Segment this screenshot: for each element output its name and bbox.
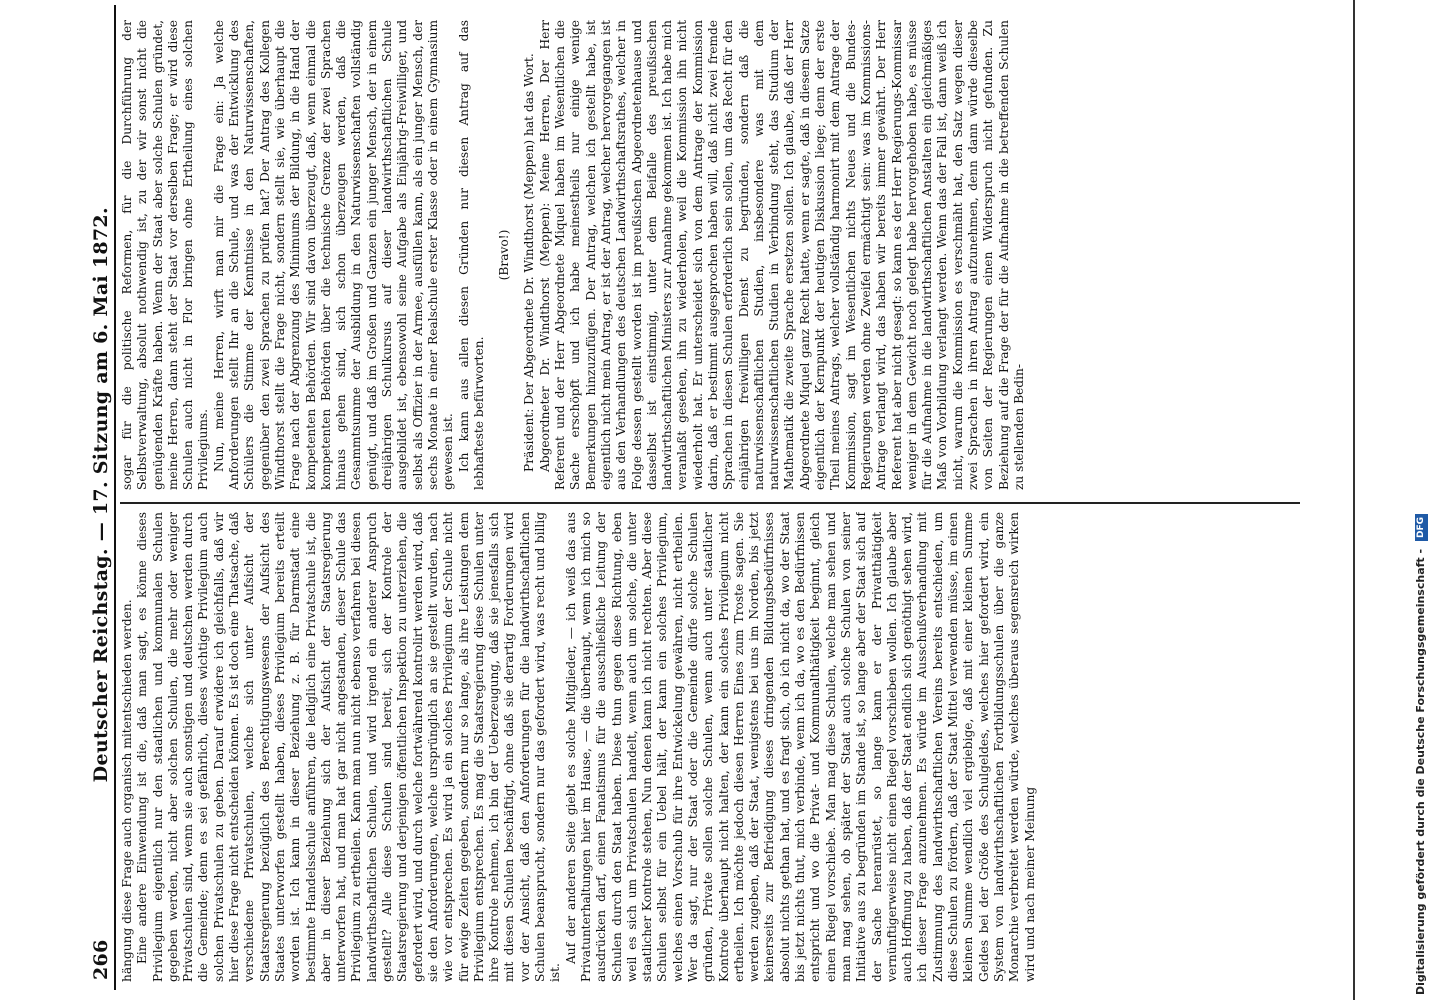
page-edge-border	[1353, 0, 1355, 1000]
header-rule	[114, 5, 116, 990]
dfg-logo: DFG	[1415, 514, 1428, 541]
paragraph: Auf der anderen Seite giebt es solche Mitglieder, — ich weiß das aus Privatunterhaltungen hier im Hause, — die überhaupt, wenn ich mich so ausdrücken darf, einen Fanatismus für die ausschließliche Leitung der Schulen durch den Staat haben. Diese thun gegen diese Richtung, eben weil es sich um Privatschulen handelt, wenn auch um solche, die unter staatlicher Kontrole stehen, Nun denen kann ich nicht rechten. Aber diese Schulen selbst für ein Uebel hält, der kann ein solches Privilegium, welches einen Vorschub für ihre Entwickelung gewähren, nicht ertheilen. Wer da sagt, nur der Staat oder die Gemeinde dürfe solche Schulen gründen, Private sollen solche Schulen, wenn auch unter staatlicher Kontrole überhaupt nicht halten, der kann ein solches Privilegium nicht ertheilen. Ich möchte jedoch diesen Herren Eines zum Troste sagen. Sie werden zugeben, daß der Staat, wenigstens bei uns im Norden, bis jetzt keinerseits zur Befriedigung dieses dringenden Bildungsbedürfnisses absolut nichts gethan hat, und es fragt sich, ob ich nicht da, wo der Staat bis jetzt nichts thut, mich verbinde, wenn ich da, wo es den Bedürfnissen entspricht und wo die Privat- und Kommunalthätigkeit beginnt, gleich einen Riegel vorschiebe. Man mag diese Schulen, welche man sehen und man mag sehen, ob später der Staat auch solche Schulen von seiner Initiative aus zu begründen im Stande ist, so lange aber der Staat sich auf der Sache heranrüstet, so lange kann er der Privatthätigkeit vernünftigerweise nicht einen Riegel vorschieben wollen. Ich glaube aber auch Hoffnung zu haben, daß der Staat endlich sich genöthigt sehen wird, ich dieser Frage anzunehmen. Es würde im Ausschußverhandlung mit Zustimmung des landwirthschaftlichen Vereins bereits entschieden, um diese Schulen zu fördern, daß der Staat Mittel verwenden müsse, im einen kleinen Summe wendlich viel ergiebige, daß mit einer kleinen Summe Geldes bei der Größe des Schulgeldes, welches hier gefordert wird, ein System von landwirthschaftlichen Fortbildungsschulen über die ganze Monarchie verbreitet werden würde, welches überaus segensreich wirken wird und nach meiner Meinung	[563, 512, 1037, 982]
credit-text: Digitalisierung gefördert durch die Deutsche Forschungsgemeinschaft -	[1414, 548, 1427, 995]
speaker-paragraph: Präsident: Der Abgeordnete Dr. Windthorst (Meppen) hat das Wort.	[522, 53, 537, 472]
paragraph: Nun, meine Herren, wirft man mir die Frage ein: Ja welche Anforderungen stellt Ihr an die Schule, und was der Entwicklung des Schülers die Stimme der Kenntnisse in den Naturwissenschaften, gegenüber den zwei Sprachen zu prüfen hat? Der Antrag des Kollegen Windthorst stellt die Frage nicht, sondern stellt sie, wie überhaupt die Frage nach der Abgrenzung des Minimums der Bildung, in die Hand der kompetenten Behörden. Wir sind davon überzeugt, daß, wenn einmal die kompetenten Behörden über die technische Grenze der zwei Sprachen hinaus gehen sind, sich schon überzeugen werden, daß die Gesammtsumme der Ausbildung in den Naturwissenschaften vollständig genügt, und daß im Großen und Ganzen ein junger Mensch, der in einem dreijährigen Schulkursus auf dieser landwirthschaftlichen Schule ausgebildet ist, ebensowohl seine Aufgabe als Einjährig-Freiwilliger, und selbst als Offizier in der Armee, ausfüllen kann, als ein junger Mensch, der sechs Monate in einer Realschule erster Klasse oder in einem Gymnasium gewesen ist.	[211, 20, 456, 490]
paragraph: Ich kann aus allen diesen Gründen nur diesen Antrag auf das lebhafteste befürworten.	[456, 20, 486, 490]
column-divider	[120, 503, 1300, 505]
right-column	[120, 20, 1334, 490]
page-number: 266	[90, 939, 112, 980]
speaker-paragraph: Abgeordneter Dr. Windthorst (Meppen): Meine Herren, Der Herr Referent und der Herr Abgeordnete Miquel haben im Wesentlichen die Sache erschöpft und ich habe meinestheils nur einige wenige Bemerkungen hinzuzufügen. Der Antrag, welchen ich gestellt habe, ist eigentlich nicht mein Antrag, er ist der Antrag, welcher hervorgegangen ist aus den Verhandlungen des deutschen Landwirthschaftsrathes, welcher in Folge dessen gestellt worden ist im preußischen Abgeordnetenhause und dasselbst ist einstimmig, unter dem Beifalle des preußischen landwirthschaftlichen Ministers zur Annahme gekommen ist. Ich habe mich veranlaßt gesehen, ihn zu wiederholen, weil die Kommission ihn nicht wiederholt hat. Er unterscheidet sich von dem Antrage der Kommission darin, daß er bestimmt ausgesprochen haben will, daß nicht zwei fremde Sprachen in diesen Schulen erforderlich sein sollen, um das Recht für den einjährigen freiwilligen Dienst zu begründen, sondern daß die naturwissenschaftlichen Studien, insbesondere was mit dem naturwissenschaftlichen Studien in Verbindung steht, das Studium der Mathematik die zweite Sprache ersetzen sollen. Ich glaube, daß der Herr Abgeordnete Miquel ganz Recht hatte, wenn er sagte, daß in diesem Satze eigentlich der Kernpunkt der heutigen Diskussion liege; denn der erste Theil meines Antrags, welcher vollständig harmonirt mit dem Antrage der Kommission, sagt im Wesentlichen nichts Neues und die Bundes-Regierungen werden ohne Zweifel ermächtigt sein: was im Kommissions-Antrage verlangt wird, das haben wir bereits immer gewährt. Der Herr Referent hat aber nicht gesagt: so kann es der Herr Regierungs-Kommissar weniger in dem Gewicht noch gelegt habe hervorgehoben habe, es müsse für die Aufnahme in die landwirthschaftlichen Anstalten ein gleichmäßiges Maß von Vorbildung verlangt werden. Wenn das der Fall ist, dann weiß ich nicht, warum die Kommission es verschmäht hat, den Satz wegen dieser zwei Sprachen in ihren Antrag aufzunehmen, denn dann würde dieselbe von Seiten der Regierungen einen Widerspruch nicht gefunden. Zu Beziehung auf die Frage der für die Aufnahme in die betreffenden Schulen zu stellenden Bedin-	[537, 20, 1026, 490]
paragraph: sogar für die politische Reformen, für die Durchführung der Selbstverwaltung, absolut nothwendig ist, zu der wir sonst nicht die genügenden Kräfte haben. Wenn der Staat aber solche Schulen gründet, meine Herren, dann steht der Staat vor derselben Frage; er wird diese Schulen auch nicht in Flor bringen ohne Ertheilung eines solchen Privilegiums.	[120, 20, 211, 490]
applause-note: (Bravo!)	[497, 229, 512, 281]
paragraph: hängung diese Frage auch organisch mitentschieden werden.	[120, 599, 134, 982]
left-column	[120, 512, 1334, 982]
paragraph: Eine andere Einwendung ist die, daß man sagt, es könne dieses Privilegium eigentlich nur den staatlichen und kommunalen Schulen gegeben werden, nicht aber solchen Schulen, die mehr oder weniger Privatschulen sind, wenn sie auch sonstigen und deutschen werden durch die Gemeinde; denn es sei gefährlich, dieses wichtige Privilegium auch solchen Privatschulen zu geben. Darauf erwidere ich gleichfalls, daß wir hier diese Frage nicht entscheiden können. Es ist doch eine Thatsache, daß verschiedene Privatschulen, welche sich unter Aufsicht der Staatsregierung bezüglich des Berechtigungswesens der Aufsicht des Staates unterworfen gestellt haben, dieses Privilegium bereits erteilt worden ist. Ich kann in dieser Beziehung z. B. für Darmstadt eine bestimmte Handelsschule anführen, die lediglich eine Privatschule ist, die aber in dieser Beziehung sich der Aufsicht der Staatsregierung unterworfen hat, und man hat gar nicht angestanden, dieser Schule das Privilegium zu ertheilen. Kann man nun nicht ebenso verfahren bei diesen landwirthschaftlichen Schulen, und wird irgend ein anderer Anspruch gestellt? Alle diese Schulen sind bereit, sich der Kontrole der Staatsregierung und derjenigen öffentlichen Inspektion zu unterziehen, die gefordert wird, und durch welche fortwährend kontrolirt werden wird, daß sie den Anforderungen, welche ursprünglich an sie gestellt wurden, nach wie vor entsprechen. Es wird ja ein solches Privilegium der Schule nicht für ewige Zeiten gegeben, sondern nur so lange, als ihre Leistungen dem Privilegium entsprechen. Es mag die Staatsregierung diese Schulen unter ihre Kontrole nehmen, ich bin der Ueberzeugung, daß sie jenesfalls sich mit diesen Schulen beschäftigt, ohne daß sie derartig Forderungen wird vor der Ansicht, daß den Anforderungen für die landwirthschaftlichen Schulen beansprucht, sondern nur das gefordert wird, was recht und billig ist.	[135, 512, 563, 982]
running-head	[78, 20, 112, 980]
digitization-credit	[1413, 5, 1429, 995]
running-head-title: Deutscher Reichstag. — 17. Sitzung am 6. Mai 1872.	[90, 207, 112, 783]
